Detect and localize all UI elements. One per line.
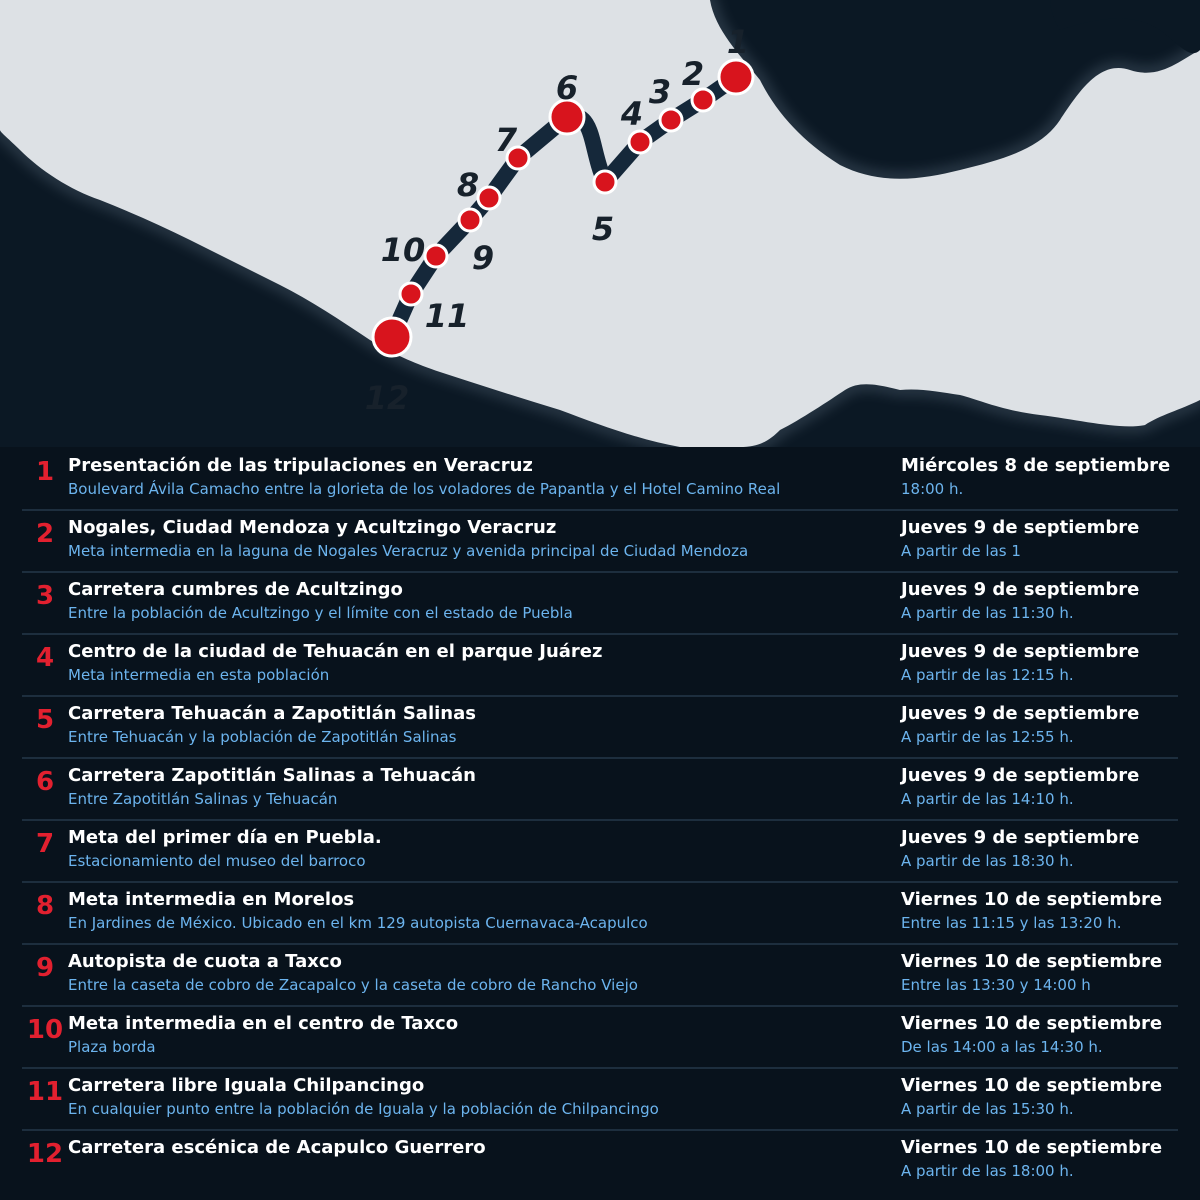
stage-row [22,1007,1178,1069]
route-stop-label: 5 [591,210,615,248]
stage-title: Autopista de cuota a Taxco [68,951,342,972]
route-stop-marker [660,109,682,131]
route-stop-marker [425,245,447,267]
stage-date: Jueves 9 de septiembre [901,517,1140,538]
stage-row [22,821,1178,883]
stage-location: En Jardines de México. Ubicado en el km 129 autopista Cuernavaca-Acapulco [68,914,648,932]
stage-title: Carretera cumbres de Acultzingo [68,579,403,600]
stage-time: 18:00 h. [901,480,964,498]
stage-title: Carretera escénica de Acapulco Guerrero [68,1137,486,1158]
stage-time: A partir de las 18:00 h. [901,1162,1074,1180]
stage-time: Entre las 13:30 y 14:00 h [901,976,1091,994]
stage-date: Viernes 10 de septiembre [901,1013,1163,1034]
stage-number: 10 [26,1015,64,1045]
stage-date: Miércoles 8 de septiembre [901,455,1171,476]
stage-date: Viernes 10 de septiembre [901,1075,1163,1096]
stage-location: Entre la caseta de cobro de Zacapalco y la caseta de cobro de Rancho Viejo [68,976,638,994]
route-stop-label: 4 [620,95,644,133]
stage-title: Meta intermedia en el centro de Taxco [68,1013,459,1034]
stage-time: A partir de las 11:30 h. [901,604,1074,622]
stage-time: De las 14:00 a las 14:30 h. [901,1038,1103,1056]
stage-location: Entre Zapotitlán Salinas y Tehuacán [68,790,338,808]
route-stop-label: 9 [471,239,495,277]
stage-row [22,573,1178,635]
stage-number: 4 [35,643,55,673]
stage-row [22,511,1178,573]
stage-time: A partir de las 18:30 h. [901,852,1074,870]
route-stop-marker [629,131,651,153]
stage-number: 11 [26,1077,64,1107]
stage-number: 2 [35,519,55,549]
route-stop-label: 6 [555,69,579,107]
stage-date: Viernes 10 de septiembre [901,1137,1163,1158]
stage-row [22,883,1178,945]
stage-number: 5 [35,705,55,735]
stage-number: 3 [35,581,55,611]
stage-title: Carretera Zapotitlán Salinas a Tehuacán [68,765,476,786]
route-stop-marker [400,283,422,305]
stage-title: Meta del primer día en Puebla. [68,827,382,848]
stage-number: 6 [35,767,55,797]
stage-location: Plaza borda [68,1038,156,1056]
stage-title: Carretera libre Iguala Chilpancingo [68,1075,425,1096]
route-stop-label: 2 [681,55,705,93]
stage-number: 7 [35,829,55,859]
stage-row [22,697,1178,759]
map-canvas [0,0,1200,447]
stage-date: Viernes 10 de septiembre [901,889,1163,910]
stage-row [22,1131,1178,1193]
stage-row [22,759,1178,821]
stage-date: Jueves 9 de septiembre [901,579,1140,600]
stage-row [22,635,1178,697]
stage-title: Nogales, Ciudad Mendoza y Acultzingo Veracruz [68,517,557,538]
stage-title: Carretera Tehuacán a Zapotitlán Salinas [68,703,476,724]
route-map [0,0,1200,447]
route-stop-label: 3 [648,73,672,111]
route-stop-label: 8 [456,166,480,204]
stage-location: Estacionamiento del museo del barroco [68,852,366,870]
stage-number: 1 [35,457,55,487]
stage-row [22,945,1178,1007]
stage-location: En cualquier punto entre la población de Iguala y la población de Chilpancingo [68,1100,659,1118]
stage-number: 12 [26,1139,64,1169]
stage-time: A partir de las 12:55 h. [901,728,1074,746]
stage-time: A partir de las 15:30 h. [901,1100,1074,1118]
stage-date: Jueves 9 de septiembre [901,703,1140,724]
stage-location: Meta intermedia en la laguna de Nogales Veracruz y avenida principal de Ciudad Mendoza [68,542,749,560]
stage-date: Jueves 9 de septiembre [901,641,1140,662]
route-stop-marker [478,187,500,209]
stage-row [22,449,1178,511]
stage-location: Entre Tehuacán y la población de Zapotitlán Salinas [68,728,457,746]
stage-number: 8 [35,891,55,921]
route-stop-label: 12 [364,379,410,417]
stage-time: A partir de las 12:15 h. [901,666,1074,684]
route-stop-marker [373,318,411,356]
route-stop-marker [594,171,616,193]
stage-location: Meta intermedia en esta población [68,666,330,684]
stage-date: Jueves 9 de septiembre [901,827,1140,848]
stage-time: A partir de las 1 [901,542,1021,560]
stage-location: Entre la población de Acultzingo y el límite con el estado de Puebla [68,604,573,622]
route-stop-marker [719,60,753,94]
stage-date: Viernes 10 de septiembre [901,951,1163,972]
route-stop-marker [459,209,481,231]
stage-title: Presentación de las tripulaciones en Veracruz [68,455,533,476]
stage-number: 9 [35,953,55,983]
route-stop-label: 10 [380,231,426,269]
stage-time: Entre las 11:15 y las 13:20 h. [901,914,1122,932]
stage-location: Boulevard Ávila Camacho entre la glorieta de los voladores de Papantla y el Hotel Camino Real [68,480,781,498]
stage-time: A partir de las 14:10 h. [901,790,1074,808]
stage-title: Meta intermedia en Morelos [68,889,355,910]
route-stop-label: 7 [494,121,518,159]
route-stop-label: 1 [726,23,750,61]
stage-date: Jueves 9 de septiembre [901,765,1140,786]
stage-list [0,447,1200,1200]
stage-row [22,1069,1178,1131]
stage-title: Centro de la ciudad de Tehuacán en el parque Juárez [68,641,603,662]
route-stop-label: 11 [424,297,470,335]
